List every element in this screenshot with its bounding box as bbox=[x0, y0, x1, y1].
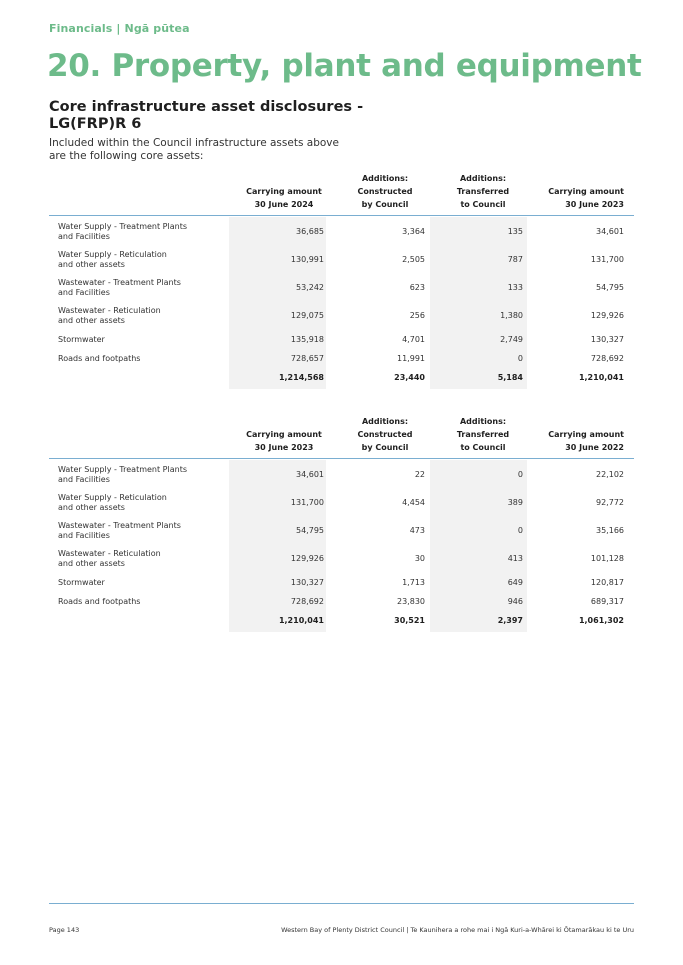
total-value: 1,210,041 bbox=[578, 373, 624, 382]
table-row bbox=[49, 246, 634, 274]
row-label-line: and Facilities bbox=[58, 232, 110, 241]
row-value: 101,128 bbox=[590, 554, 624, 563]
row-value: 413 bbox=[507, 554, 523, 563]
row-value: 728,692 bbox=[290, 597, 324, 606]
row-value: 36,685 bbox=[296, 227, 324, 236]
row-value: 2,505 bbox=[402, 255, 425, 264]
column-header bbox=[433, 415, 533, 454]
row-value: 130,327 bbox=[290, 578, 324, 587]
row-value: 129,075 bbox=[290, 311, 324, 320]
row-value: 135,918 bbox=[290, 335, 324, 344]
row-label-line: Water Supply - Treatment Plants bbox=[58, 222, 187, 231]
column-header-line: Transferred bbox=[456, 430, 510, 439]
row-label-line: and other assets bbox=[58, 260, 125, 269]
total-row bbox=[49, 368, 634, 387]
row-label bbox=[58, 493, 167, 513]
row-label-line: Water Supply - Reticulation bbox=[58, 250, 167, 259]
column-header bbox=[335, 415, 435, 454]
column-header-line: Constructed bbox=[357, 430, 413, 439]
page-title: 20. Property, plant and equipment bbox=[47, 48, 642, 84]
row-value: 131,700 bbox=[290, 498, 324, 507]
row-value: 130,327 bbox=[590, 335, 624, 344]
row-value: 135 bbox=[507, 227, 523, 236]
row-value: 649 bbox=[507, 578, 523, 587]
total-value: 1,061,302 bbox=[578, 616, 624, 625]
row-label-line: Stormwater bbox=[58, 578, 105, 587]
table-row bbox=[49, 349, 634, 368]
column-header-line: to Council bbox=[460, 200, 506, 209]
row-value: 0 bbox=[517, 526, 523, 535]
row-label bbox=[58, 597, 140, 607]
row-value: 689,317 bbox=[590, 597, 624, 606]
column-header-line: to Council bbox=[460, 443, 506, 452]
row-label-line: and other assets bbox=[58, 559, 125, 568]
row-value: 4,701 bbox=[402, 335, 425, 344]
footer-page-number: Page 143 bbox=[49, 926, 80, 934]
row-value: 129,926 bbox=[590, 311, 624, 320]
column-header-line: 30 June 2022 bbox=[565, 443, 624, 452]
row-label-line: and Facilities bbox=[58, 531, 110, 540]
table-row bbox=[49, 573, 634, 592]
column-header-line: Carrying amount bbox=[246, 430, 322, 439]
total-value: 23,440 bbox=[394, 373, 425, 382]
row-value: 22,102 bbox=[596, 470, 624, 479]
row-value: 23,830 bbox=[397, 597, 425, 606]
row-label-line: and other assets bbox=[58, 316, 125, 325]
row-value: 131,700 bbox=[590, 255, 624, 264]
row-value: 4,454 bbox=[402, 498, 425, 507]
row-value: 1,713 bbox=[402, 578, 425, 587]
total-row bbox=[49, 611, 634, 630]
row-value: 787 bbox=[507, 255, 523, 264]
row-value: 256 bbox=[409, 311, 425, 320]
row-label-line: Stormwater bbox=[58, 335, 105, 344]
column-header-line: by Council bbox=[361, 200, 409, 209]
table-row bbox=[49, 489, 634, 517]
row-value: 2,749 bbox=[500, 335, 523, 344]
column-header bbox=[433, 172, 533, 211]
section-heading: Core infrastructure asset disclosures - LG(FRP)R 6 bbox=[49, 99, 364, 132]
table-header bbox=[49, 167, 634, 211]
row-value: 623 bbox=[409, 283, 425, 292]
column-header-line: Additions: bbox=[361, 174, 409, 183]
row-value: 34,601 bbox=[596, 227, 624, 236]
row-value: 0 bbox=[517, 470, 523, 479]
row-label-line: and Facilities bbox=[58, 288, 110, 297]
footer-organisation: Western Bay of Plenty District Council | Te Kaunihera a rohe mai i Ngā Kuri-a-Whārei ki Ōtamarākau ki te Uru bbox=[281, 926, 634, 934]
table-row bbox=[49, 545, 634, 573]
table-row bbox=[49, 330, 634, 349]
row-value: 30 bbox=[414, 554, 425, 563]
row-label bbox=[58, 306, 161, 326]
column-header bbox=[335, 172, 435, 211]
footer-divider bbox=[49, 903, 634, 904]
row-label bbox=[58, 354, 140, 364]
column-header-line: Transferred bbox=[456, 187, 510, 196]
row-value: 0 bbox=[517, 354, 523, 363]
column-header bbox=[234, 428, 334, 454]
column-header bbox=[234, 185, 334, 211]
table-row bbox=[49, 592, 634, 611]
row-value: 34,601 bbox=[296, 470, 324, 479]
row-value: 389 bbox=[507, 498, 523, 507]
asset-table-2023 bbox=[49, 410, 634, 632]
row-label-line: Water Supply - Treatment Plants bbox=[58, 465, 187, 474]
column-header-line: 30 June 2024 bbox=[254, 200, 314, 209]
column-header-line: Carrying amount bbox=[548, 430, 624, 439]
row-label bbox=[58, 335, 105, 345]
breadcrumb-translation: Ngā pūtea bbox=[124, 22, 190, 35]
row-label-line: Water Supply - Reticulation bbox=[58, 493, 167, 502]
table-body bbox=[49, 459, 634, 632]
row-value: 3,364 bbox=[402, 227, 425, 236]
table-row bbox=[49, 517, 634, 545]
row-value: 728,657 bbox=[290, 354, 324, 363]
column-header bbox=[548, 428, 624, 454]
row-label bbox=[58, 521, 181, 541]
row-value: 35,166 bbox=[596, 526, 624, 535]
row-label-line: Wastewater - Reticulation bbox=[58, 306, 161, 315]
breadcrumb-section: Financials bbox=[49, 22, 113, 35]
breadcrumb bbox=[49, 22, 190, 35]
column-header-line: Additions: bbox=[459, 417, 507, 426]
row-value: 53,242 bbox=[296, 283, 324, 292]
column-header-line: by Council bbox=[361, 443, 409, 452]
column-header-line: Carrying amount bbox=[246, 187, 322, 196]
column-header-line: 30 June 2023 bbox=[254, 443, 314, 452]
table-header bbox=[49, 410, 634, 454]
row-value: 1,380 bbox=[500, 311, 523, 320]
row-value: 130,991 bbox=[290, 255, 324, 264]
table-row bbox=[49, 302, 634, 330]
row-value: 22 bbox=[414, 470, 425, 479]
row-label-line: Roads and footpaths bbox=[58, 597, 141, 606]
column-header-line: Constructed bbox=[357, 187, 413, 196]
row-label bbox=[58, 465, 187, 485]
row-label bbox=[58, 578, 105, 588]
row-label bbox=[58, 278, 181, 298]
row-value: 129,926 bbox=[290, 554, 324, 563]
column-header-line: Additions: bbox=[459, 174, 507, 183]
column-header-line: Additions: bbox=[361, 417, 409, 426]
total-value: 30,521 bbox=[394, 616, 425, 625]
row-value: 120,817 bbox=[590, 578, 624, 587]
asset-table-2024 bbox=[49, 167, 634, 389]
row-label-line: Wastewater - Treatment Plants bbox=[58, 278, 181, 287]
table-row bbox=[49, 461, 634, 489]
row-label-line: Roads and footpaths bbox=[58, 354, 141, 363]
intro-text: Included within the Council infrastructure assets above are the following core assets: bbox=[49, 137, 339, 162]
row-label bbox=[58, 250, 167, 270]
row-value: 473 bbox=[409, 526, 425, 535]
row-label-line: Wastewater - Reticulation bbox=[58, 549, 161, 558]
row-label-line: Wastewater - Treatment Plants bbox=[58, 521, 181, 530]
table-body bbox=[49, 216, 634, 389]
row-label bbox=[58, 222, 187, 242]
total-value: 1,214,568 bbox=[278, 373, 324, 382]
row-value: 11,991 bbox=[397, 354, 425, 363]
row-value: 54,795 bbox=[296, 526, 324, 535]
row-label-line: and other assets bbox=[58, 503, 125, 512]
row-value: 728,692 bbox=[590, 354, 624, 363]
breadcrumb-separator: | bbox=[116, 22, 121, 35]
row-label-line: and Facilities bbox=[58, 475, 110, 484]
row-value: 92,772 bbox=[596, 498, 624, 507]
row-label bbox=[58, 549, 161, 569]
total-value: 5,184 bbox=[497, 373, 523, 382]
column-header bbox=[548, 185, 624, 211]
table-row bbox=[49, 274, 634, 302]
row-value: 133 bbox=[507, 283, 523, 292]
row-value: 54,795 bbox=[596, 283, 624, 292]
column-header-line: 30 June 2023 bbox=[565, 200, 624, 209]
total-value: 1,210,041 bbox=[278, 616, 324, 625]
total-value: 2,397 bbox=[497, 616, 523, 625]
column-header-line: Carrying amount bbox=[548, 187, 624, 196]
table-row bbox=[49, 218, 634, 246]
row-value: 946 bbox=[507, 597, 523, 606]
